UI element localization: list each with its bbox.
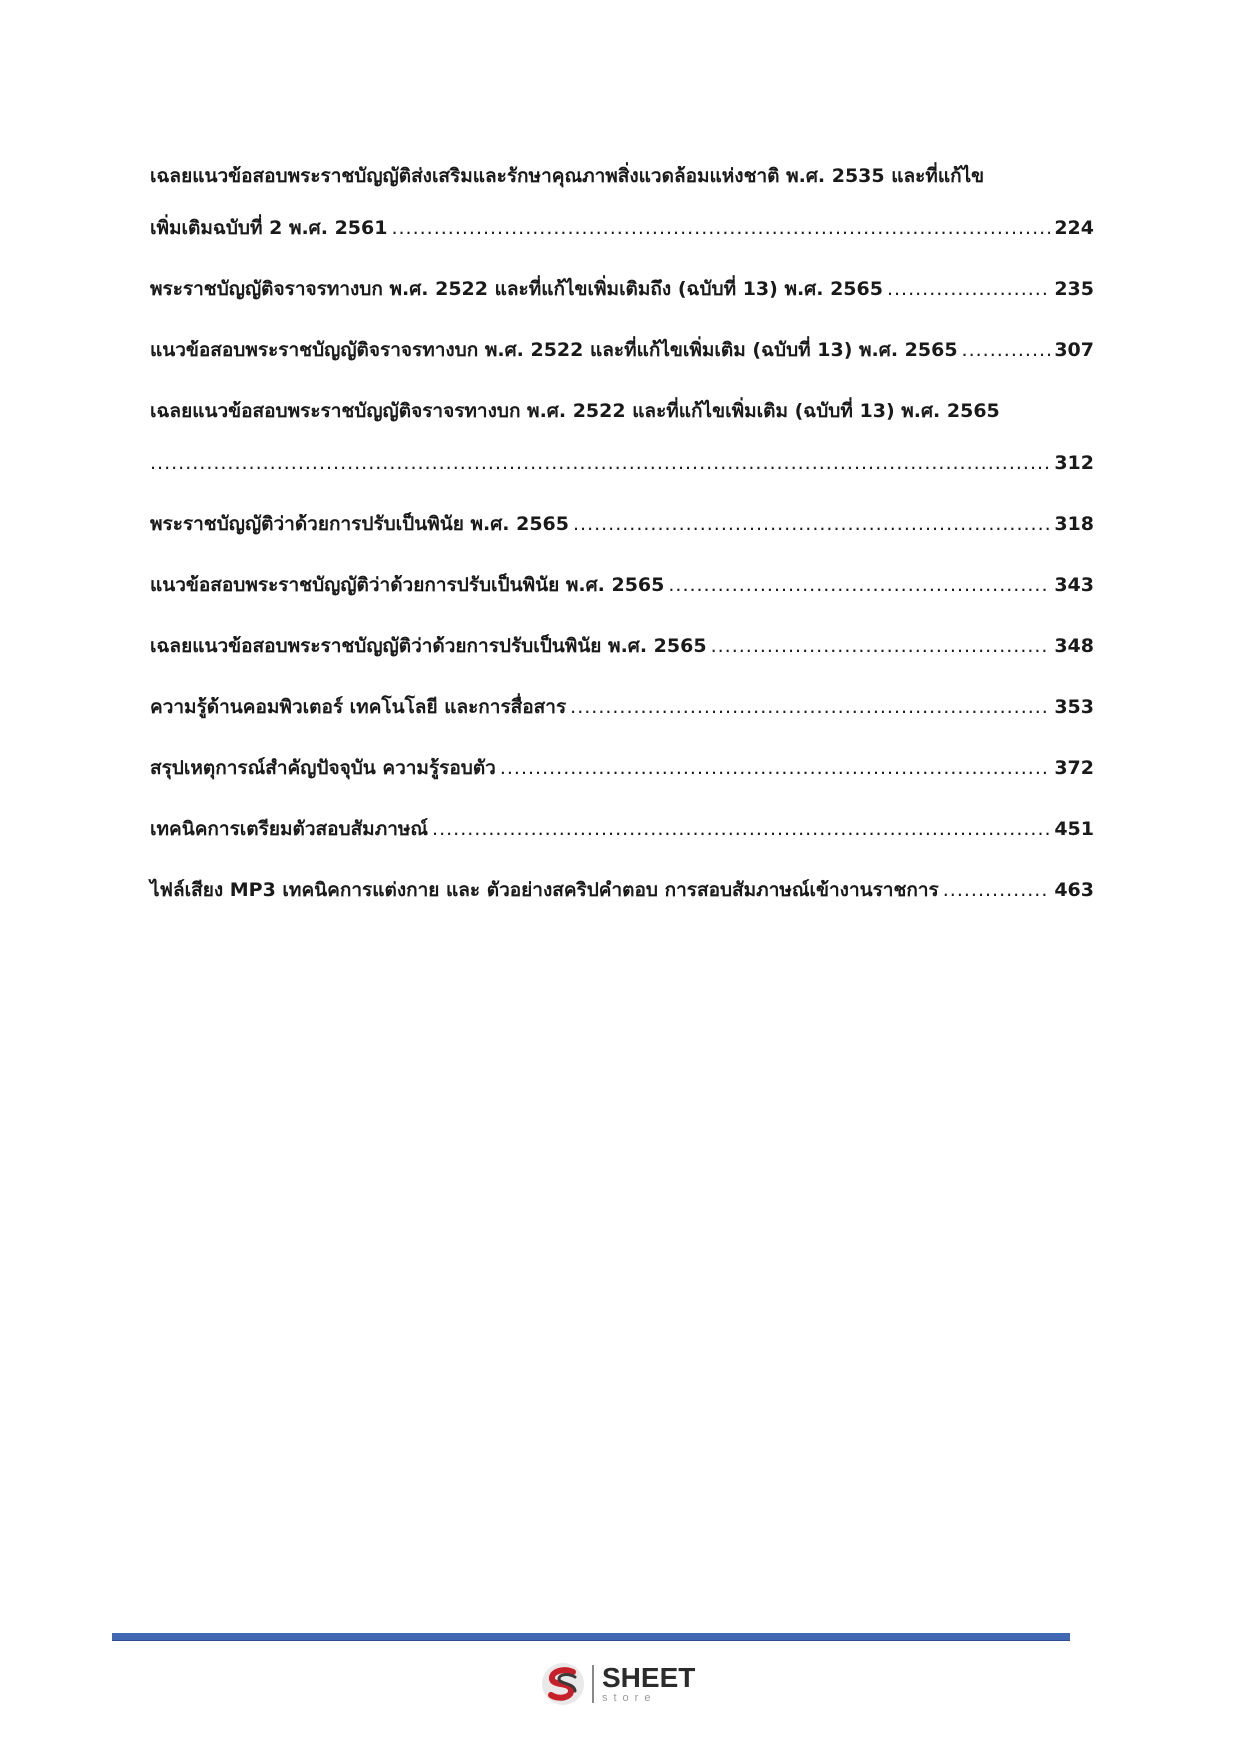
toc-title: พระราชบัญญัติว่าด้วยการปรับเป็นพินัย พ.ศ. 2565 xyxy=(150,513,569,535)
dot-leader xyxy=(500,742,1050,794)
dot-leader xyxy=(943,864,1051,916)
toc-line xyxy=(150,263,1094,315)
toc-entry[interactable] xyxy=(150,324,1094,376)
toc-title: เทคนิคการเตรียมตัวสอบสัมภาษณ์ xyxy=(150,818,429,840)
dot-leader xyxy=(668,559,1050,611)
logo-text xyxy=(602,1664,695,1704)
toc-entry[interactable] xyxy=(150,864,1094,916)
toc-title: สรุปเหตุการณ์สำคัญปัจจุบัน ความรู้รอบตัว xyxy=(150,757,496,779)
footer-rule xyxy=(112,1633,1070,1641)
toc-line xyxy=(150,559,1094,611)
toc-line xyxy=(150,864,1094,916)
dot-leader xyxy=(570,681,1050,733)
toc-line xyxy=(150,620,1094,672)
toc-title: พระราชบัญญัติจราจรทางบก พ.ศ. 2522 และที่แก้ไขเพิ่มเติมถึง (ฉบับที่ 13) พ.ศ. 2565 xyxy=(150,278,883,300)
toc-entry[interactable] xyxy=(150,559,1094,611)
toc-page-number: 235 xyxy=(1054,278,1094,300)
toc-page-number: 312 xyxy=(1054,452,1094,474)
toc-page-number: 451 xyxy=(1054,818,1094,840)
toc-title: แนวข้อสอบพระราชบัญญัติว่าด้วยการปรับเป็นพินัย พ.ศ. 2565 xyxy=(150,574,665,596)
sheet-store-logo xyxy=(540,1660,695,1708)
toc-line xyxy=(150,437,1094,489)
toc-title: เฉลยแนวข้อสอบพระราชบัญญัติส่งเสริมและรักษาคุณภาพสิ่งแวดล้อมแห่งชาติ พ.ศ. 2535 และที่แก้ไข xyxy=(150,165,985,187)
toc-line xyxy=(150,681,1094,733)
toc-entry[interactable] xyxy=(150,681,1094,733)
toc-line xyxy=(150,202,1094,254)
toc-line xyxy=(150,150,1094,202)
toc-entry[interactable] xyxy=(150,385,1094,489)
toc-line xyxy=(150,324,1094,376)
toc-line xyxy=(150,385,1094,437)
dot-leader xyxy=(150,437,1050,489)
toc-page-number: 353 xyxy=(1054,696,1094,718)
dot-leader xyxy=(962,324,1051,376)
logo-subtitle: store xyxy=(602,1692,657,1704)
logo-word: SHEET xyxy=(602,1662,696,1693)
toc-entry[interactable] xyxy=(150,498,1094,550)
toc-entry[interactable] xyxy=(150,620,1094,672)
toc-entry[interactable] xyxy=(150,150,1094,254)
toc-page-number: 318 xyxy=(1054,513,1094,535)
toc-page-number: 463 xyxy=(1054,879,1094,901)
toc-line xyxy=(150,498,1094,550)
toc-line xyxy=(150,742,1094,794)
toc-title: เฉลยแนวข้อสอบพระราชบัญญัติว่าด้วยการปรับเป็นพินัย พ.ศ. 2565 xyxy=(150,635,707,657)
toc-page-number: 343 xyxy=(1054,574,1094,596)
logo-divider xyxy=(592,1665,594,1703)
toc-title: แนวข้อสอบพระราชบัญญัติจราจรทางบก พ.ศ. 2522 และที่แก้ไขเพิ่มเติม (ฉบับที่ 13) พ.ศ. 2565 xyxy=(150,339,958,361)
toc-title: ความรู้ด้านคอมพิวเตอร์ เทคโนโลยี และการสื่อสาร xyxy=(150,696,567,718)
toc-title: เพิ่มเติมฉบับที่ 2 พ.ศ. 2561 xyxy=(150,217,388,239)
toc-page-number: 348 xyxy=(1054,635,1094,657)
dot-leader xyxy=(711,620,1051,672)
toc-entry[interactable] xyxy=(150,803,1094,855)
sheet-store-logo-icon xyxy=(540,1661,586,1707)
dot-leader xyxy=(887,263,1050,315)
dot-leader xyxy=(573,498,1050,550)
dot-leader xyxy=(391,202,1050,254)
toc-page-number: 372 xyxy=(1054,757,1094,779)
toc-entry[interactable] xyxy=(150,263,1094,315)
toc-title: เฉลยแนวข้อสอบพระราชบัญญัติจราจรทางบก พ.ศ. 2522 และที่แก้ไขเพิ่มเติม (ฉบับที่ 13) พ.ศ. 2565 xyxy=(150,400,1000,422)
toc-page-number: 224 xyxy=(1054,217,1094,239)
toc-entry[interactable] xyxy=(150,742,1094,794)
dot-leader xyxy=(432,803,1050,855)
toc-line xyxy=(150,803,1094,855)
toc-page-number: 307 xyxy=(1054,339,1094,361)
table-of-contents xyxy=(150,150,1094,925)
toc-title: ไฟล์เสียง MP3 เทคนิคการแต่งกาย และ ตัวอย่างสคริปคำตอบ การสอบสัมภาษณ์เข้างานราชการ xyxy=(150,879,939,901)
